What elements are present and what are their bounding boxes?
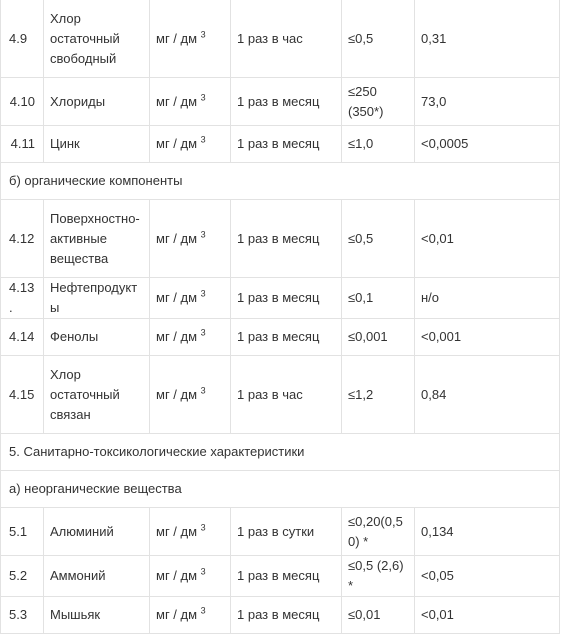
row-number: 5.2 <box>1 556 44 597</box>
section-heading: а) неорганические вещества <box>1 471 560 508</box>
table-row <box>1 200 560 278</box>
norm: ≤250 (350*) <box>342 78 415 126</box>
indicator-name: Нефтепродукты <box>44 278 150 319</box>
row-number: 5.3 <box>1 597 44 634</box>
frequency: 1 раз в месяц <box>231 78 342 126</box>
indicator-name: Цинк <box>44 126 150 163</box>
table-row <box>1 508 560 556</box>
indicator-name: Алюминий <box>44 508 150 556</box>
frequency: 1 раз в месяц <box>231 278 342 319</box>
unit: мг / дм $^3$ <box>150 356 231 434</box>
table-row <box>1 78 560 126</box>
row-number: 4.9 <box>1 0 44 78</box>
norm: ≤0,001 <box>342 319 415 356</box>
norm: ≤1,2 <box>342 356 415 434</box>
unit: мг / дм $^3$ <box>150 200 231 278</box>
norm: ≤0,20(0,50) * <box>342 508 415 556</box>
row-number: 5.1 <box>1 508 44 556</box>
unit: мг / дм $^3$ <box>150 78 231 126</box>
section-row <box>1 434 560 471</box>
measured-value: 0,31 <box>415 0 560 78</box>
unit: мг / дм $^3$ <box>150 319 231 356</box>
row-number: 4.13. <box>1 278 44 319</box>
row-number: 4.14 <box>1 319 44 356</box>
indicator-name: Хлор остаточный связан <box>44 356 150 434</box>
unit: мг / дм $^3$ <box>150 0 231 78</box>
frequency: 1 раз в месяц <box>231 200 342 278</box>
measured-value: <0,0005 <box>415 126 560 163</box>
row-number: 4.15 <box>1 356 44 434</box>
table-row <box>1 556 560 597</box>
norm: ≤0,01 <box>342 597 415 634</box>
row-number: 4.12 <box>1 200 44 278</box>
indicator-name: Хлориды <box>44 78 150 126</box>
unit: мг / дм $^3$ <box>150 597 231 634</box>
unit: мг / дм $^3$ <box>150 278 231 319</box>
indicator-name: Поверхностно-активные вещества <box>44 200 150 278</box>
table-row <box>1 597 560 634</box>
section-heading: б) органические компоненты <box>1 163 560 200</box>
frequency: 1 раз в месяц <box>231 126 342 163</box>
measured-value: н/о <box>415 278 560 319</box>
measured-value: 0,134 <box>415 508 560 556</box>
table-row <box>1 356 560 434</box>
measured-value: 73,0 <box>415 78 560 126</box>
norm: ≤1,0 <box>342 126 415 163</box>
norm: ≤0,5 <box>342 200 415 278</box>
table-row <box>1 319 560 356</box>
table-row <box>1 0 560 78</box>
measured-value: <0,001 <box>415 319 560 356</box>
norm: ≤0,5 <box>342 0 415 78</box>
measured-value: 0,84 <box>415 356 560 434</box>
measured-value: <0,05 <box>415 556 560 597</box>
section-row <box>1 471 560 508</box>
frequency: 1 раз в месяц <box>231 319 342 356</box>
norm: ≤0,1 <box>342 278 415 319</box>
row-number: 4.11 <box>1 126 44 163</box>
row-number: 4.10 <box>1 78 44 126</box>
table-row <box>1 278 560 319</box>
frequency: 1 раз в сутки <box>231 508 342 556</box>
frequency: 1 раз в час <box>231 0 342 78</box>
frequency: 1 раз в месяц <box>231 597 342 634</box>
indicator-name: Хлор остаточный свободный <box>44 0 150 78</box>
unit: мг / дм $^3$ <box>150 508 231 556</box>
section-heading: 5. Санитарно-токсикологические характеристики <box>1 434 560 471</box>
measured-value: <0,01 <box>415 200 560 278</box>
unit: мг / дм $^3$ <box>150 556 231 597</box>
indicator-name: Аммоний <box>44 556 150 597</box>
measured-value: <0,01 <box>415 597 560 634</box>
section-row <box>1 163 560 200</box>
norm: ≤0,5 (2,6) * <box>342 556 415 597</box>
indicator-name: Фенолы <box>44 319 150 356</box>
frequency: 1 раз в час <box>231 356 342 434</box>
table-row <box>1 126 560 163</box>
frequency: 1 раз в месяц <box>231 556 342 597</box>
unit: мг / дм $^3$ <box>150 126 231 163</box>
indicator-name: Мышьяк <box>44 597 150 634</box>
